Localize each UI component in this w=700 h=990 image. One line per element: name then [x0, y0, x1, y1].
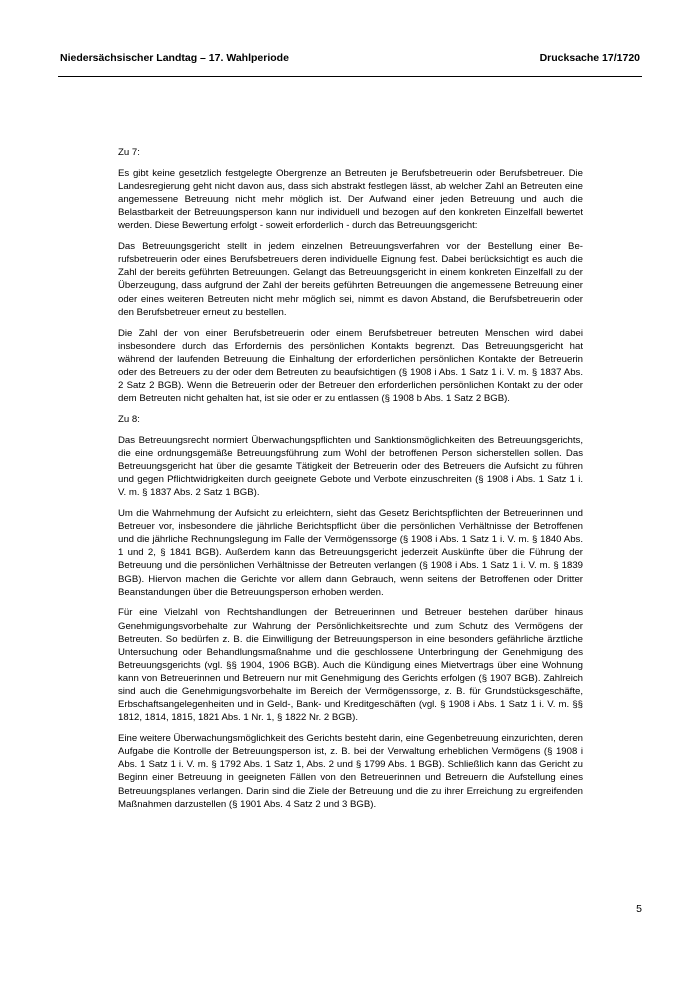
section-heading-7: Zu 7: [118, 147, 140, 158]
paragraph: Für eine Vielzahl von Rechtshandlungen der Betreuerinnen und Betreuer bestehen darüber hinaus Genehmigungsvorbehalte zur Wahrung der Persönlichkeitsrechte und zum Schutz des Vermögens der Betreuten. So bedürfen z. B. die Einwilligung der Betreuungsperson in eine besonders gefährliche ärztliche Untersuchung oder Behandlungsmaßnahme und die geschlossene Unterbringung der Genehmigung des Betreuungsgerichts (vgl. §§ 1904, 1906 BGB). Auch die Kündigung eines Mietvertrags über eine Wohnung kann von Betreuerinnen und Betreuern nur mit Genehmigung des Gerichts erfolgen (§ 1907 BGB). Zahlreich sind auch die Genehmigungsvorbehalte im Bereich der Vermögenssorge, z. B. für Grundstücksgeschäfte, Erbschaftsangelegenheiten und in Geld-, Bank- und Kreditgeschäften (vgl. § 1908 i Abs. 1 Satz 1 i. V. m. §§ 1812, 1814, 1815, 1821 Abs. 1 Nr. 1, § 1822 Nr. 2 BGB). [118, 607, 583, 724]
page-number: 5 [636, 903, 642, 915]
paragraph: Das Betreuungsrecht normiert Überwachungspflichten und Sanktionsmöglichkeiten des Betreuungsgerichts, die eine ordnungsgemäße Betreuungsführung zum Wohl der betroffenen Person sicherstellen sollen. Das Betreuungsgericht hat über die gesamte Tätigkeit der Betreuerin oder des Betreuers die Aufsicht zu führen und gegen Pflichtwidrigkeiten durch geeignete Gebote und Verbote einzuschreiten (§ 1908 i Abs. 1 Satz 1 i. V. m. § 1837 Abs. 2 Satz 1 BGB). [118, 434, 583, 499]
document-body [118, 146, 583, 818]
section-heading-8: Zu 8: [118, 413, 140, 425]
paragraph: Es gibt keine gesetzlich festgelegte Obergrenze an Betreuten je Berufsbetreuerin oder Berufsbetreuer. Die Landesregierung geht nicht davon aus, dass sich abstrakt festlegen lässt, ab welcher Zahl an Betreuten eine angemessene Betreuung nicht mehr möglich ist. Der Aufwand einer jeden Betreuung und auch die Belastbarkeit der Betreuungsperson kann nur individuell und bezogen auf den konkreten Einzelfall bewertet werden. Diese Bewertung erfolgt - soweit erforderlich - durch das Betreuungsgericht: [118, 167, 583, 232]
paragraph: Um die Wahrnehmung der Aufsicht zu erleichtern, sieht das Gesetz Berichtspflichten der Betreuerinnen und Betreuer vor, insbesondere die jährliche Berichtspflicht über die persönlichen Verhältnisse der Betroffenen und die jährliche Rechnungslegung im Falle der Vermögenssorge (§ 1908 i Abs. 1 Satz 1 i. V. m. § 1840 Abs. 1 und 2, § 1841 BGB). Außerdem kann das Betreuungsgericht jederzeit Auskünfte über die Führung der Betreuung und die persönlichen Verhältnisse der Betreuten verlangen (§ 1908 i Abs. 1 Satz 1 i. V. m. § 1839 BGB). Hiervon machen die Gerichte vor allem dann Gebrauch, wenn seitens der Betroffenen oder Dritter Beanstandungen über die Betreuungsperson erhoben werden. [118, 508, 583, 598]
page-header [58, 48, 642, 77]
header-document-number: Drucksache 17/1720 [539, 52, 640, 64]
paragraph: Die Zahl der von einer Berufsbetreuerin oder einem Berufsbetreuer betreuten Menschen wird dabei insbesondere durch das Erfordernis des persönlichen Kontakts begrenzt. Das Betreuungsgericht hat während der laufenden Betreuung die Einhaltung der erforderlichen persönlichen Kontakte der Betreuerin oder des Betreuers zu der oder dem Betreuten zu beaufsichtigen (§ 1908 i Abs. 1 Satz 1 i. V. m. § 1837 Abs. 2 Satz 2 BGB). Wenn die Betreuerin oder der Betreuer den erforderlichen persönlichen Kontakt zu der oder dem Betreuten nicht gehalten hat, ist sie oder er zu entlassen (§ 1908 b Abs. 1 Satz 2 BGB). [118, 327, 583, 404]
paragraph: Das Betreuungsgericht stellt in jedem einzelnen Betreuungsverfahren vor der Bestellung einer Berufsbetreuerin oder eines Berufsbetreuers deren individuelle Eignung fest. Dabei berücksichtigt es auch die Zahl der bereits geführten Betreuungen. Gelangt das Betreuungsgericht in einem konkreten Einzelfall zu der Überzeugung, dass aufgrund der Zahl der bereits geführten Betreuungen die angemessene Betreuung einer oder eines weiteren Betreuten nicht mehr möglich sei, nimmt es davon Abstand, die Berufsbetreuerin oder den Berufsbetreuer erneut zu bestellen. [118, 241, 583, 318]
header-parliament: Niedersächsischer Landtag – 17. Wahlperiode [60, 52, 289, 64]
paragraph: Eine weitere Überwachungsmöglichkeit des Gerichts besteht darin, eine Gegenbetreuung einzurichten, deren Aufgabe die Kontrolle der Betreuungsperson ist, z. B. bei der Verwaltung erheblichen Vermögens (§ 1908 i Abs. 1 Satz 1 i. V. m. § 1792 Abs. 1 Satz 1, Abs. 2 und § 1799 Abs. 1 BGB). Schließlich kann das Gericht zu Beginn einer Betreuung in geeigneten Fällen von den Betreuerinnen und Betreuern die Aufstellung eines Betreuungsplanes verlangen. Darin sind die Ziele der Betreuung und die zu ihrer Erreichung zu ergreifenden Maßnahmen darzustellen (§ 1901 Abs. 4 Satz 2 und 3 BGB). [118, 733, 583, 810]
